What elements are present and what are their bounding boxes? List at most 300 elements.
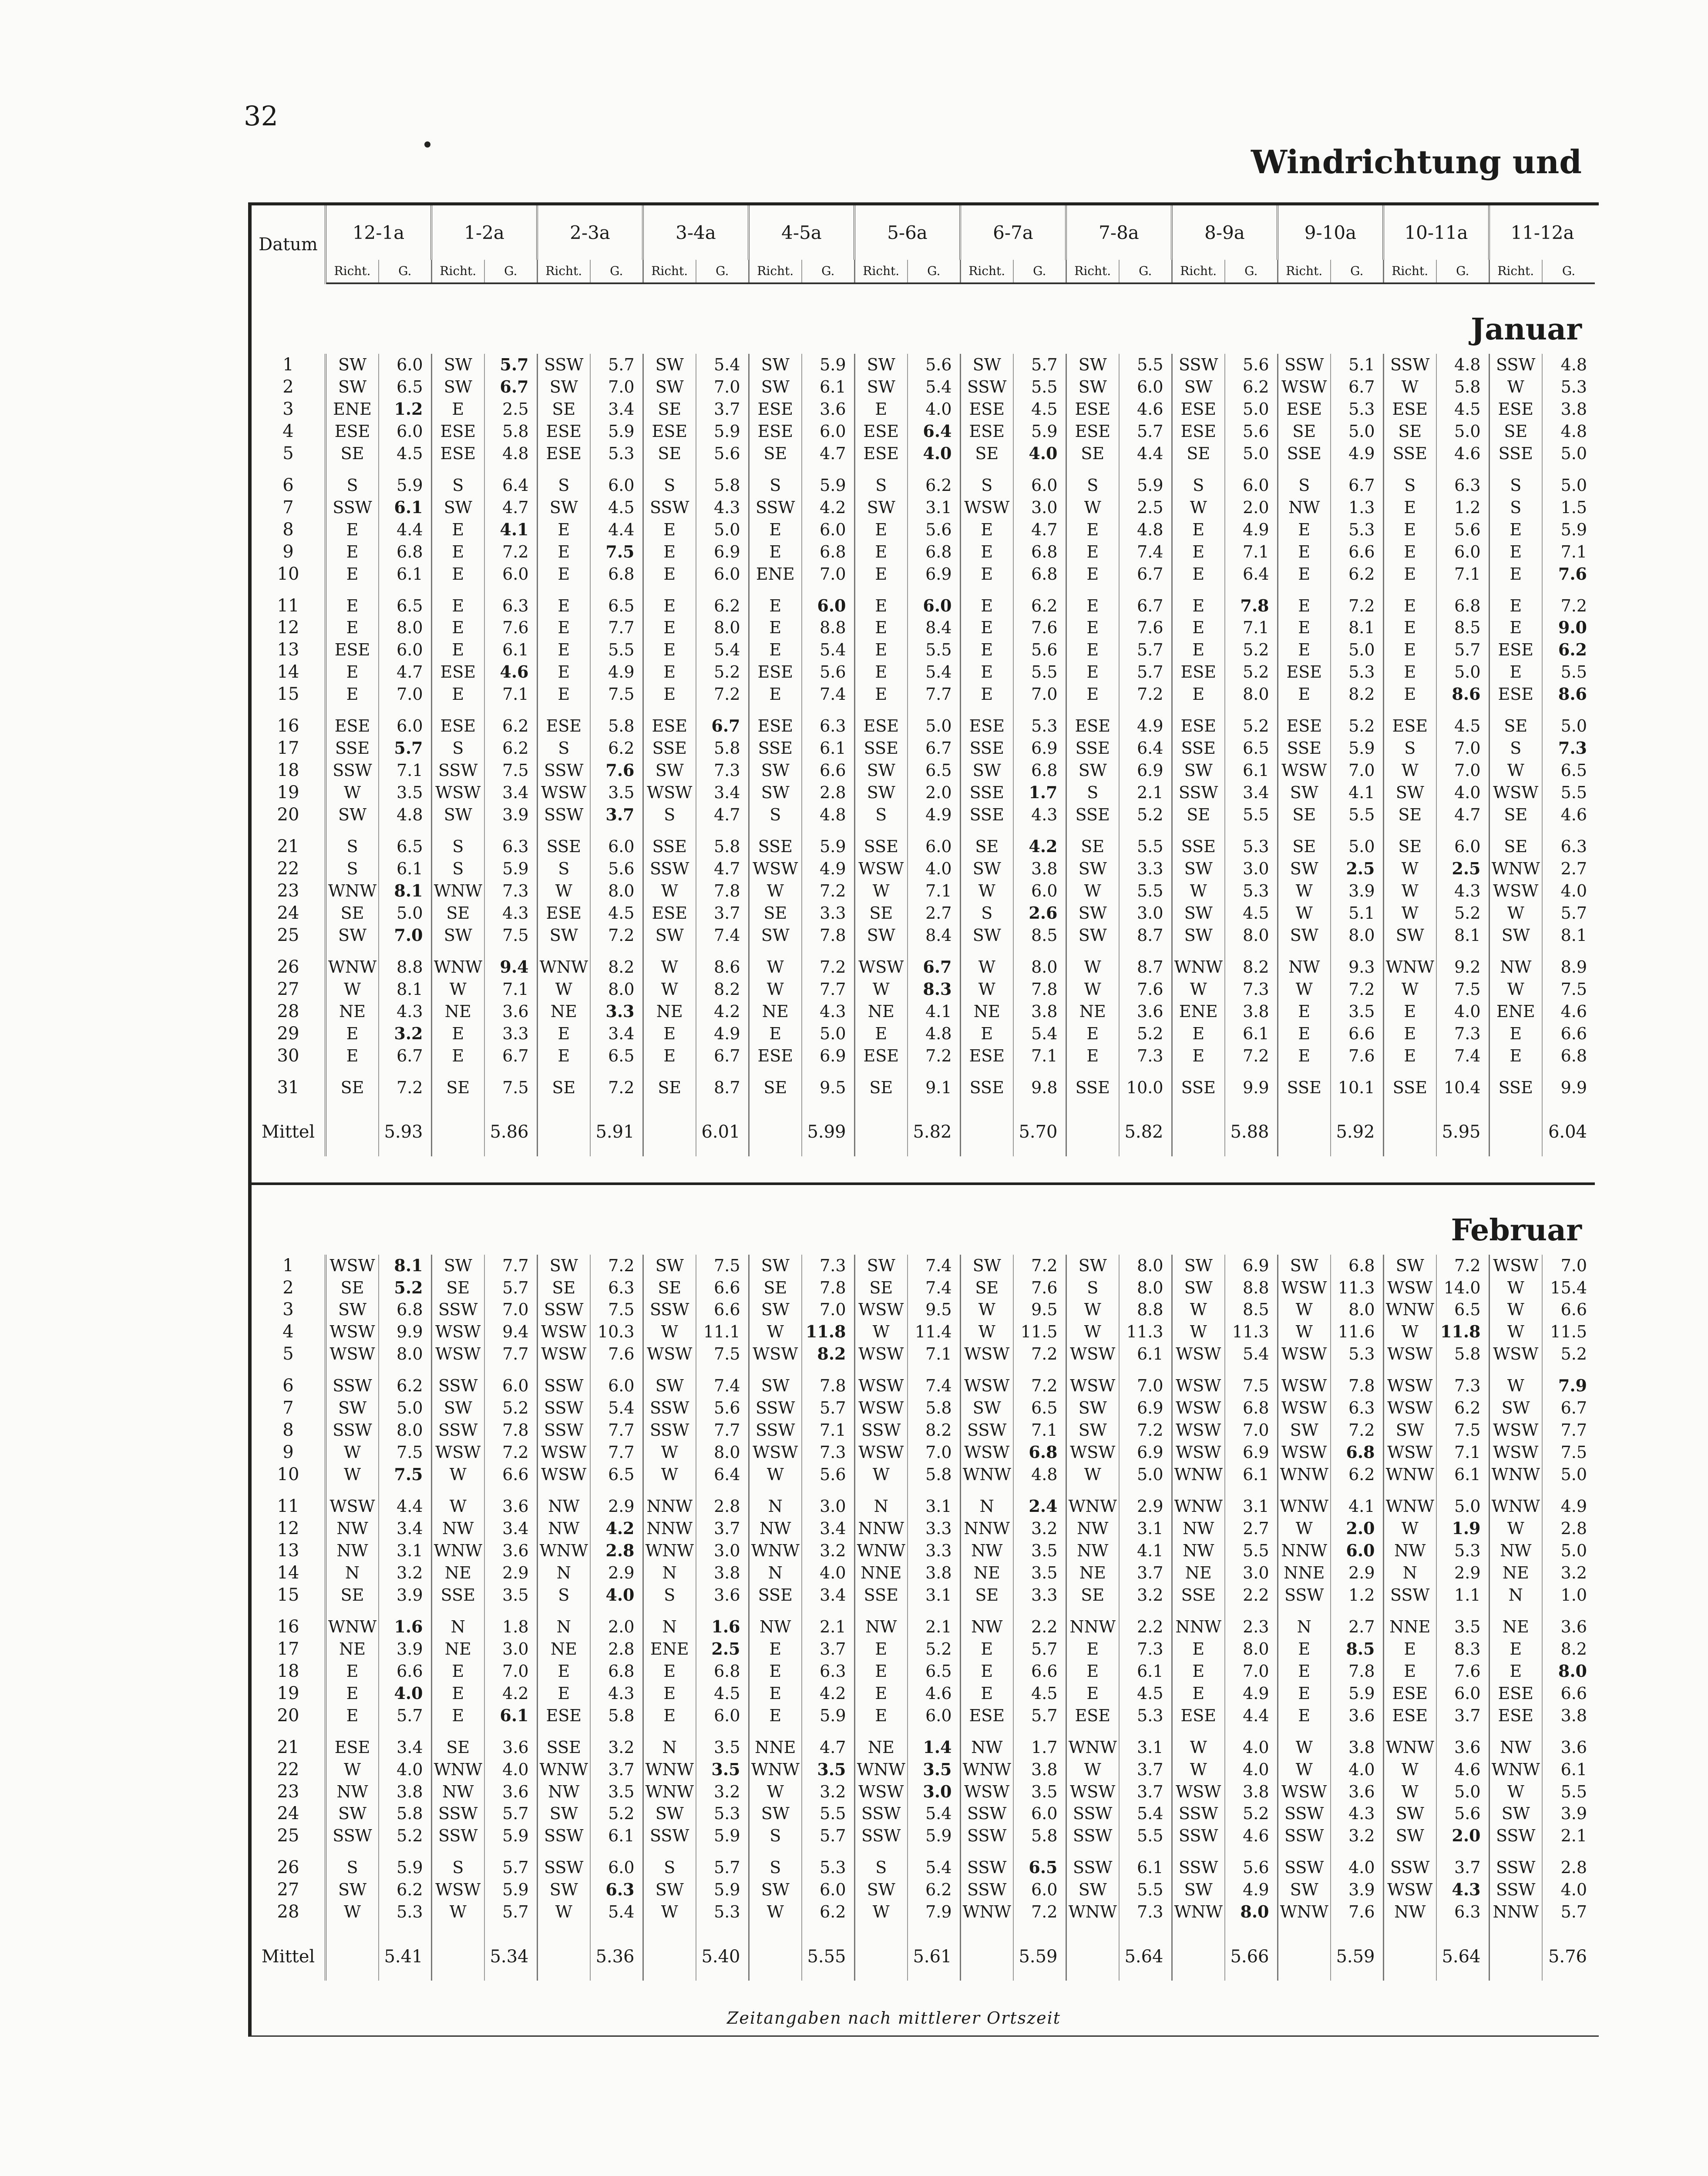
subheader-row: [252, 260, 1595, 283]
speed-cell: 9.9: [379, 1321, 431, 1343]
direction-cell: E: [1489, 519, 1542, 541]
direction-cell: SSE: [854, 1584, 908, 1616]
speed-cell: 6.2: [379, 1375, 431, 1397]
direction-cell: SSE: [643, 836, 696, 858]
speed-cell: 5.5: [1542, 1781, 1595, 1803]
day-number: 9: [252, 541, 326, 563]
speed-cell: 6.8: [1013, 1441, 1066, 1464]
day-number: 24: [252, 902, 326, 924]
direction-cell: E: [537, 639, 590, 661]
speed-cell: 8.0: [590, 880, 643, 902]
speed-cell: 3.3: [484, 1023, 537, 1045]
direction-cell: SW: [854, 1879, 908, 1901]
speed-cell: 7.3: [1119, 1045, 1172, 1077]
direction-cell: SW: [1383, 1803, 1436, 1825]
speed-cell: 6.0: [1436, 836, 1489, 858]
direction-cell: E: [1172, 639, 1225, 661]
direction-cell: W: [1489, 1299, 1542, 1321]
direction-cell: W: [1278, 1518, 1331, 1540]
direction-cell: ESE: [643, 715, 696, 737]
speed-cell: 8.0: [379, 1419, 431, 1441]
speed-cell: 2.8: [1542, 1857, 1595, 1879]
direction-cell: WSW: [537, 1464, 590, 1495]
speed-cell: 4.8: [908, 1023, 960, 1045]
speed-cell: 4.8: [484, 443, 537, 474]
mittel-value: 5.92: [1331, 1108, 1383, 1156]
speed-cell: 2.2: [1225, 1584, 1278, 1616]
speed-cell: 3.6: [1542, 1736, 1595, 1759]
day-number: 28: [252, 1901, 326, 1933]
speed-cell: 8.1: [379, 978, 431, 1001]
direction-cell: SW: [326, 804, 379, 836]
speed-cell: 6.1: [1119, 1343, 1172, 1375]
direction-cell: NNW: [960, 1518, 1013, 1540]
speed-cell: 6.7: [908, 956, 960, 978]
direction-cell: SSW: [1383, 354, 1436, 376]
speed-cell: 4.0: [1436, 1001, 1489, 1023]
direction-cell: SSE: [537, 836, 590, 858]
direction-cell: E: [1066, 1045, 1119, 1077]
richt-label: Richt.: [431, 260, 484, 283]
direction-cell: WNW: [537, 1540, 590, 1562]
speed-cell: 6.0: [802, 420, 854, 443]
direction-cell: SSW: [1066, 1803, 1119, 1825]
speed-cell: 5.7: [379, 1705, 431, 1736]
speed-cell: 6.0: [1119, 376, 1172, 398]
speed-cell: 6.7: [484, 1045, 537, 1077]
speed-cell: 2.7: [1225, 1518, 1278, 1540]
speed-cell: 5.0: [1436, 661, 1489, 683]
speed-cell: 11.6: [1331, 1321, 1383, 1343]
direction-cell: E: [749, 1638, 802, 1660]
direction-cell: E: [326, 563, 379, 595]
direction-cell: E: [960, 683, 1013, 715]
direction-cell: E: [326, 1682, 379, 1705]
direction-cell: NW: [326, 1518, 379, 1540]
direction-cell: W: [1489, 1321, 1542, 1343]
ink-dot: [424, 141, 430, 148]
direction-cell: N: [643, 1562, 696, 1584]
day-number: 25: [252, 924, 326, 956]
speed-cell: 9.9: [1542, 1077, 1595, 1108]
direction-cell: WSW: [1278, 1375, 1331, 1397]
direction-cell: WNW: [1278, 1901, 1331, 1933]
speed-cell: 7.6: [1013, 617, 1066, 639]
direction-cell: ESE: [326, 1736, 379, 1759]
speed-cell: 5.7: [484, 1803, 537, 1825]
direction-cell: NW: [960, 1540, 1013, 1562]
direction-cell: W: [854, 1464, 908, 1495]
speed-cell: 5.6: [908, 354, 960, 376]
direction-cell: SW: [431, 497, 484, 519]
direction-cell: E: [854, 595, 908, 617]
speed-cell: 6.0: [802, 595, 854, 617]
speed-cell: 2.7: [1542, 858, 1595, 880]
hour-header: 1-2a: [431, 205, 537, 260]
direction-cell: E: [854, 683, 908, 715]
speed-cell: 2.8: [1542, 1518, 1595, 1540]
speed-cell: 7.5: [696, 1255, 749, 1277]
direction-cell: SSW: [643, 1299, 696, 1321]
direction-cell: SSE: [960, 782, 1013, 804]
speed-cell: 8.0: [1119, 1277, 1172, 1299]
speed-cell: 6.1: [484, 1705, 537, 1736]
direction-cell: S: [1383, 474, 1436, 497]
direction-cell: SE: [749, 1277, 802, 1299]
speed-cell: 6.0: [696, 1705, 749, 1736]
direction-cell: SW: [749, 1299, 802, 1321]
richt-label: Richt.: [854, 260, 908, 283]
direction-cell: E: [1172, 1045, 1225, 1077]
speed-cell: 6.5: [379, 836, 431, 858]
speed-cell: 6.0: [379, 354, 431, 376]
direction-cell: SW: [960, 759, 1013, 782]
speed-cell: 5.6: [590, 858, 643, 880]
speed-cell: 6.2: [379, 1879, 431, 1901]
direction-cell: NE: [537, 1638, 590, 1660]
direction-cell: WSW: [1066, 1441, 1119, 1464]
speed-cell: 5.6: [1225, 420, 1278, 443]
direction-cell: E: [1489, 1023, 1542, 1045]
speed-cell: 11.5: [1013, 1321, 1066, 1343]
speed-cell: 5.6: [802, 1464, 854, 1495]
speed-cell: 6.0: [1013, 880, 1066, 902]
direction-cell: ESE: [1172, 398, 1225, 420]
direction-cell: SSW: [1489, 1879, 1542, 1901]
speed-cell: 7.5: [379, 1464, 431, 1495]
direction-cell: ESE: [749, 661, 802, 683]
direction-cell: E: [1383, 661, 1436, 683]
day-row: [252, 1759, 1595, 1781]
direction-cell: W: [1489, 902, 1542, 924]
speed-cell: 6.0: [908, 1705, 960, 1736]
direction-cell: E: [431, 1705, 484, 1736]
direction-cell: NW: [326, 1781, 379, 1803]
speed-cell: 5.4: [908, 376, 960, 398]
speed-cell: 6.0: [908, 836, 960, 858]
direction-cell: NE: [537, 1001, 590, 1023]
direction-cell: SSE: [1278, 737, 1331, 759]
mittel-spacer: [1383, 1933, 1436, 1981]
direction-cell: SE: [854, 902, 908, 924]
direction-cell: WNW: [1383, 1495, 1436, 1518]
direction-cell: SE: [1489, 836, 1542, 858]
speed-cell: 7.8: [802, 1375, 854, 1397]
speed-cell: 6.2: [1436, 1397, 1489, 1419]
direction-cell: E: [960, 661, 1013, 683]
speed-cell: 6.3: [590, 1879, 643, 1901]
speed-cell: 3.2: [696, 1781, 749, 1803]
direction-cell: E: [1278, 1660, 1331, 1682]
direction-cell: SW: [960, 924, 1013, 956]
direction-cell: E: [1383, 639, 1436, 661]
direction-cell: SSW: [1489, 1825, 1542, 1857]
direction-cell: E: [643, 617, 696, 639]
speed-cell: 4.9: [1225, 519, 1278, 541]
direction-cell: SW: [1383, 924, 1436, 956]
speed-cell: 7.5: [1542, 1441, 1595, 1464]
direction-cell: WSW: [960, 1781, 1013, 1803]
speed-cell: 6.5: [908, 759, 960, 782]
direction-cell: NW: [749, 1518, 802, 1540]
direction-cell: E: [1383, 563, 1436, 595]
hour-header: 2-3a: [537, 205, 643, 260]
mittel-spacer: [326, 1933, 379, 1981]
direction-cell: E: [431, 617, 484, 639]
speed-cell: 2.1: [802, 1616, 854, 1638]
direction-cell: W: [1172, 880, 1225, 902]
speed-cell: 7.7: [802, 978, 854, 1001]
speed-cell: 4.3: [696, 497, 749, 519]
speed-cell: 4.5: [1119, 1682, 1172, 1705]
mittel-spacer: [749, 1933, 802, 1981]
speed-cell: 4.5: [1436, 398, 1489, 420]
direction-cell: E: [1278, 1638, 1331, 1660]
direction-cell: W: [1172, 1759, 1225, 1781]
richt-label: Richt.: [643, 260, 696, 283]
direction-cell: NW: [1489, 1540, 1542, 1562]
speed-cell: 6.5: [1225, 737, 1278, 759]
direction-cell: SSW: [749, 1419, 802, 1441]
g-label: G.: [1119, 260, 1172, 283]
speed-cell: 6.8: [1331, 1441, 1383, 1464]
day-row: [252, 639, 1595, 661]
direction-cell: W: [1278, 1299, 1331, 1321]
day-row: [252, 715, 1595, 737]
direction-cell: E: [1383, 1638, 1436, 1660]
direction-cell: SSW: [431, 1299, 484, 1321]
speed-cell: 5.9: [484, 1879, 537, 1901]
speed-cell: 5.9: [802, 354, 854, 376]
direction-cell: ESE: [1489, 398, 1542, 420]
direction-cell: ESE: [431, 420, 484, 443]
speed-cell: 1.5: [1542, 497, 1595, 519]
speed-cell: 5.9: [802, 836, 854, 858]
speed-cell: 6.1: [379, 563, 431, 595]
direction-cell: W: [326, 782, 379, 804]
day-number: 2: [252, 1277, 326, 1299]
speed-cell: 7.8: [1331, 1660, 1383, 1682]
speed-cell: 5.4: [908, 1857, 960, 1879]
speed-cell: 7.2: [696, 683, 749, 715]
speed-cell: 6.6: [1542, 1023, 1595, 1045]
speed-cell: 3.6: [1119, 1001, 1172, 1023]
direction-cell: WNW: [1489, 858, 1542, 880]
direction-cell: WSW: [960, 1343, 1013, 1375]
g-label: G.: [696, 260, 749, 283]
day-row: [252, 1321, 1595, 1343]
direction-cell: E: [431, 1660, 484, 1682]
speed-cell: 6.2: [696, 595, 749, 617]
speed-cell: 8.2: [908, 1419, 960, 1441]
direction-cell: SSE: [749, 836, 802, 858]
speed-cell: 5.6: [1225, 354, 1278, 376]
speed-cell: 3.5: [590, 1781, 643, 1803]
direction-cell: E: [537, 541, 590, 563]
direction-cell: SSW: [537, 1857, 590, 1879]
direction-cell: SSW: [643, 858, 696, 880]
direction-cell: ESE: [749, 420, 802, 443]
speed-cell: 7.0: [802, 1299, 854, 1321]
day-number: 16: [252, 1616, 326, 1638]
speed-cell: 5.0: [1542, 1540, 1595, 1562]
speed-cell: 2.5: [1436, 858, 1489, 880]
direction-cell: NW: [537, 1495, 590, 1518]
direction-cell: SSW: [326, 1375, 379, 1397]
day-row: [252, 617, 1595, 639]
direction-cell: SW: [643, 1375, 696, 1397]
direction-cell: W: [1172, 1299, 1225, 1321]
direction-cell: SE: [960, 443, 1013, 474]
speed-cell: 3.4: [590, 398, 643, 420]
direction-cell: E: [1489, 1660, 1542, 1682]
wind-table: [252, 205, 1595, 2046]
speed-cell: 5.8: [1436, 376, 1489, 398]
speed-cell: 7.3: [802, 1441, 854, 1464]
direction-cell: SW: [854, 782, 908, 804]
speed-cell: 4.2: [590, 1518, 643, 1540]
speed-cell: 7.5: [696, 1343, 749, 1375]
month-title-row: [252, 1184, 1595, 1242]
direction-cell: E: [960, 1638, 1013, 1660]
speed-cell: 5.5: [1119, 880, 1172, 902]
mittel-value: 5.64: [1436, 1933, 1489, 1981]
speed-cell: 8.7: [1119, 956, 1172, 978]
mittel-spacer: [431, 1933, 484, 1981]
speed-cell: 2.8: [696, 1495, 749, 1518]
mittel-spacer: [643, 1108, 696, 1156]
speed-cell: 2.0: [590, 1616, 643, 1638]
speed-cell: 7.6: [1013, 1277, 1066, 1299]
speed-cell: 5.2: [1119, 804, 1172, 836]
speed-cell: 3.8: [1542, 1705, 1595, 1736]
direction-cell: NNE: [854, 1562, 908, 1584]
speed-cell: 6.0: [484, 563, 537, 595]
direction-cell: SW: [643, 1879, 696, 1901]
speed-cell: 7.2: [1331, 595, 1383, 617]
direction-cell: W: [1172, 1736, 1225, 1759]
speed-cell: 3.1: [908, 1495, 960, 1518]
speed-cell: 6.4: [1225, 563, 1278, 595]
speed-cell: 6.8: [908, 541, 960, 563]
speed-cell: 5.8: [590, 1705, 643, 1736]
direction-cell: WNW: [854, 1759, 908, 1781]
speed-cell: 3.2: [379, 1023, 431, 1045]
direction-cell: SSW: [749, 1397, 802, 1419]
day-number: 27: [252, 978, 326, 1001]
direction-cell: SE: [643, 1077, 696, 1108]
speed-cell: 4.0: [802, 1562, 854, 1584]
day-row: [252, 661, 1595, 683]
speed-cell: 7.4: [802, 683, 854, 715]
direction-cell: E: [537, 595, 590, 617]
direction-cell: S: [1066, 782, 1119, 804]
speed-cell: 3.2: [1542, 1562, 1595, 1584]
direction-cell: S: [537, 474, 590, 497]
day-number: 14: [252, 661, 326, 683]
speed-cell: 4.6: [1542, 804, 1595, 836]
g-label: G.: [802, 260, 854, 283]
speed-cell: 5.4: [802, 639, 854, 661]
speed-cell: 5.4: [696, 639, 749, 661]
speed-cell: 11.4: [908, 1321, 960, 1343]
direction-cell: WSW: [431, 782, 484, 804]
speed-cell: 7.2: [1331, 978, 1383, 1001]
speed-cell: 4.8: [1119, 519, 1172, 541]
speed-cell: 3.7: [1119, 1759, 1172, 1781]
direction-cell: E: [431, 398, 484, 420]
speed-cell: 6.6: [379, 1660, 431, 1682]
speed-cell: 5.3: [1225, 880, 1278, 902]
day-row: [252, 1343, 1595, 1375]
speed-cell: 6.8: [1436, 595, 1489, 617]
day-row: [252, 519, 1595, 541]
speed-cell: 6.5: [1013, 1397, 1066, 1419]
speed-cell: 7.3: [484, 880, 537, 902]
direction-cell: W: [749, 1464, 802, 1495]
direction-cell: SSE: [326, 737, 379, 759]
direction-cell: WSW: [1383, 1397, 1436, 1419]
speed-cell: 2.9: [1331, 1562, 1383, 1584]
direction-cell: E: [326, 661, 379, 683]
speed-cell: 7.5: [590, 683, 643, 715]
speed-cell: 7.5: [1436, 978, 1489, 1001]
day-row: [252, 1879, 1595, 1901]
direction-cell: W: [643, 978, 696, 1001]
speed-cell: 4.3: [1013, 804, 1066, 836]
direction-cell: SE: [643, 1277, 696, 1299]
direction-cell: E: [1066, 541, 1119, 563]
speed-cell: 3.4: [379, 1736, 431, 1759]
speed-cell: 7.1: [1225, 541, 1278, 563]
direction-cell: SSE: [1172, 836, 1225, 858]
speed-cell: 5.0: [908, 715, 960, 737]
speed-cell: 4.7: [802, 443, 854, 474]
speed-cell: 4.8: [379, 804, 431, 836]
direction-cell: W: [1278, 978, 1331, 1001]
direction-cell: E: [537, 683, 590, 715]
speed-cell: 7.0: [1013, 683, 1066, 715]
direction-cell: W: [1066, 497, 1119, 519]
day-number: 17: [252, 1638, 326, 1660]
speed-cell: 3.6: [1331, 1705, 1383, 1736]
direction-cell: SW: [326, 354, 379, 376]
direction-cell: SE: [1489, 420, 1542, 443]
direction-cell: E: [1066, 683, 1119, 715]
speed-cell: 6.0: [1436, 1682, 1489, 1705]
speed-cell: 6.2: [1331, 563, 1383, 595]
speed-cell: 3.6: [484, 1495, 537, 1518]
speed-cell: 3.7: [802, 1638, 854, 1660]
speed-cell: 5.7: [379, 737, 431, 759]
direction-cell: E: [643, 519, 696, 541]
day-row: [252, 443, 1595, 474]
speed-cell: 4.1: [1331, 782, 1383, 804]
direction-cell: NNW: [1066, 1616, 1119, 1638]
speed-cell: 7.0: [1225, 1660, 1278, 1682]
speed-cell: 7.3: [1542, 737, 1595, 759]
speed-cell: 3.6: [484, 1781, 537, 1803]
direction-cell: W: [537, 978, 590, 1001]
direction-cell: E: [1383, 1660, 1436, 1682]
direction-cell: SSW: [960, 1803, 1013, 1825]
direction-cell: E: [431, 541, 484, 563]
speed-cell: 8.6: [1542, 683, 1595, 715]
speed-cell: 5.0: [1542, 1464, 1595, 1495]
direction-cell: E: [643, 661, 696, 683]
speed-cell: 2.3: [1225, 1616, 1278, 1638]
day-row: [252, 1736, 1595, 1759]
